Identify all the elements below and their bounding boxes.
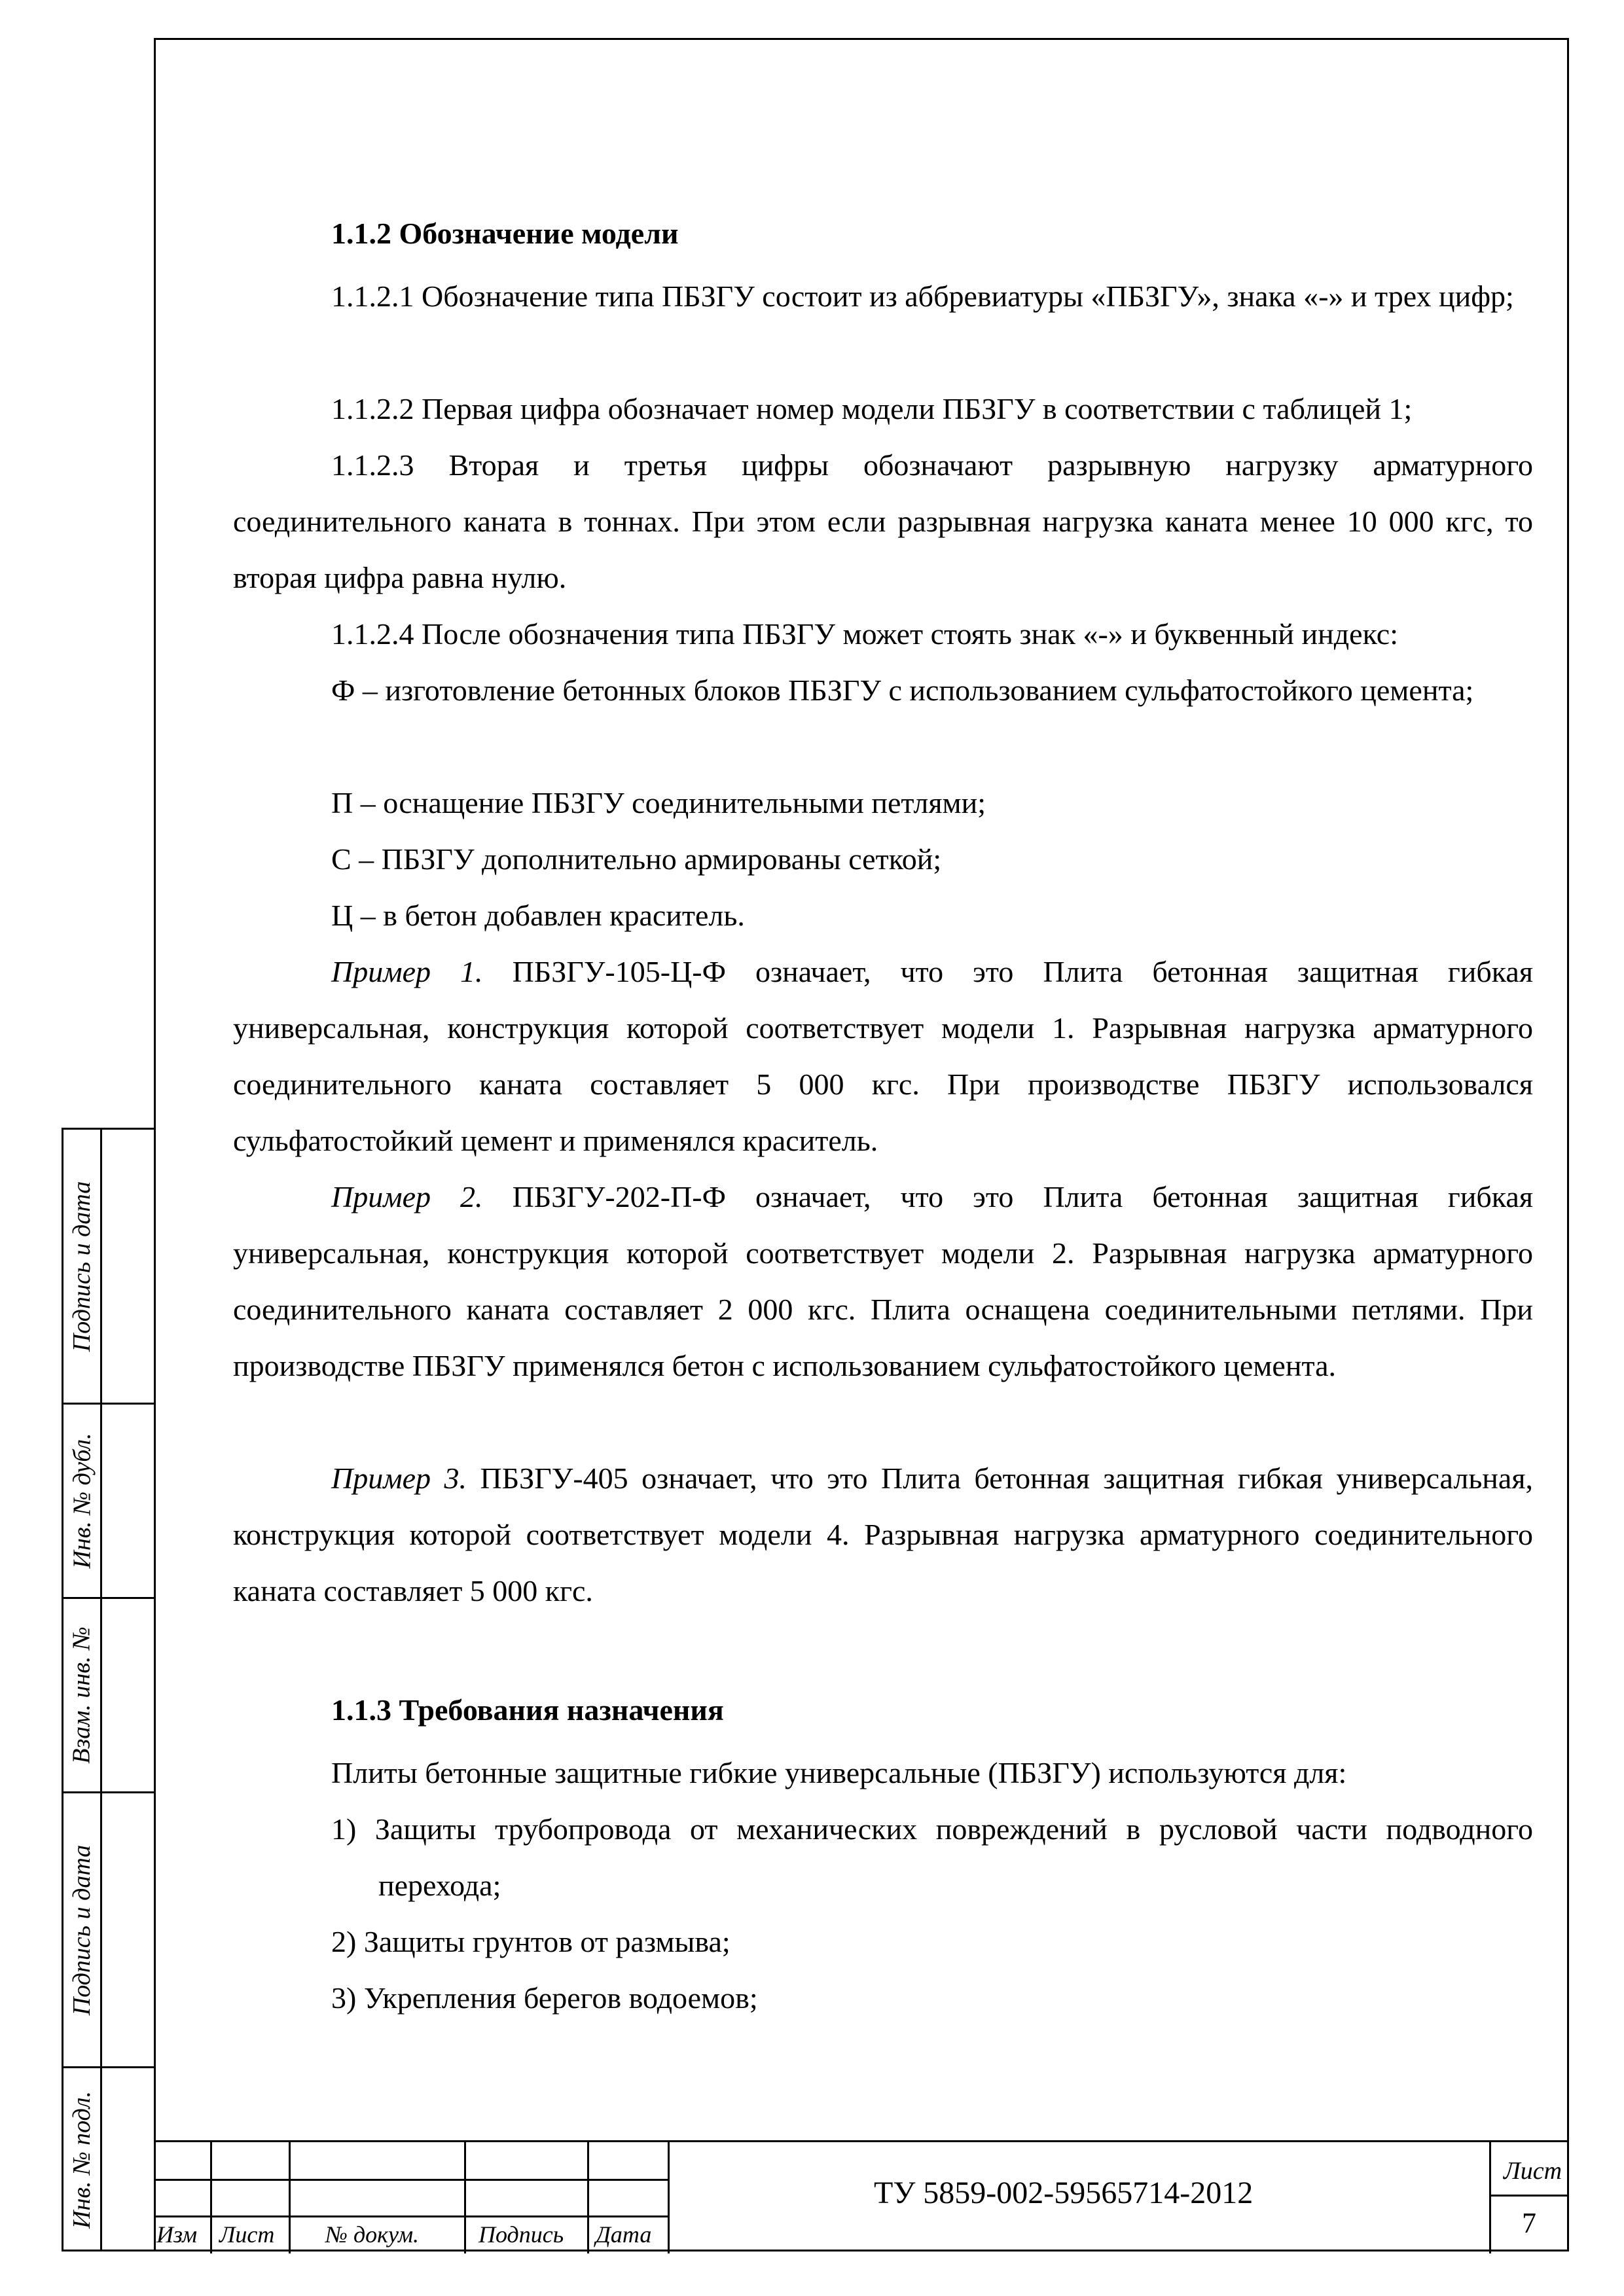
example-text: ПБЗГУ-202-П-Ф означает, что это Плита бетонная защитная гибкая универсальная, конструкция которой соответствует модели 2. Разрывная нагрузка арматурного соединительного каната составляет 2 000 кгс. Плита оснащена соединительными петлями. При производстве ПБЗГУ применялся бетон с использованием сульфатостойкого цемента. bbox=[233, 1180, 1534, 1382]
tb-grid-line bbox=[154, 2179, 668, 2181]
example-label: Пример 1. bbox=[331, 955, 483, 988]
tb-col-data: Дата bbox=[596, 2221, 652, 2248]
sidebar-stamp bbox=[62, 1128, 154, 2251]
example-label: Пример 2. bbox=[331, 1180, 483, 1213]
sidebar-cell-orig-inv bbox=[63, 2068, 156, 2251]
sheet-label: Лист bbox=[1504, 2157, 1562, 2185]
tb-grid-line bbox=[668, 2142, 670, 2253]
section-heading-1-1-3: 1.1.3 Требования назначения bbox=[331, 1693, 724, 1727]
sidebar-label: Подпись и дата bbox=[68, 1181, 96, 1352]
tb-grid-line bbox=[1489, 2142, 1491, 2253]
paragraph-index-p: П – оснащение ПБЗГУ соединительными петлями; bbox=[331, 786, 986, 819]
example-label: Пример 3. bbox=[331, 1462, 467, 1495]
list-item: 2) Защиты грунтов от размыва; bbox=[331, 1925, 731, 1958]
paragraph-index-ts: Ц – в бетон добавлен краситель. bbox=[331, 899, 745, 932]
paragraph-1-1-2-1: 1.1.2.1 Обозначение типа ПБЗГУ состоит из аббревиатуры «ПБЗГУ», знака «-» и трех цифр; bbox=[331, 279, 1514, 313]
example-1 bbox=[233, 944, 1533, 1169]
tb-grid-line bbox=[1489, 2195, 1569, 2197]
tb-grid-line bbox=[154, 2215, 668, 2217]
example-3 bbox=[233, 1450, 1533, 1619]
example-text: ПБЗГУ-405 означает, что это Плита бетонная защитная гибкая универсальная, конструкция которой соответствует модели 4. Разрывная нагрузка арматурного соединительного каната составляет 5 000 кгс. bbox=[233, 1462, 1533, 1607]
tb-col-podpis: Подпись bbox=[478, 2221, 564, 2248]
tb-col-list: Лист bbox=[219, 2221, 275, 2248]
sidebar-cell-dup-inv bbox=[63, 1405, 156, 1599]
sidebar-label: Взам. инв. № bbox=[68, 1626, 96, 1764]
tb-grid-line bbox=[210, 2142, 212, 2253]
tb-grid-line bbox=[587, 2142, 589, 2253]
title-block bbox=[154, 2140, 1569, 2251]
list-item: 1) Защиты трубопровода от механических повреждений в русловой части подводного перехода; bbox=[331, 1812, 1533, 1902]
sidebar-label: Подпись и дата bbox=[68, 1844, 96, 2015]
paragraph-1-1-2-2: 1.1.2.2 Первая цифра обозначает номер модели ПБЗГУ в соответствии с таблицей 1; bbox=[331, 392, 1413, 425]
paragraph-index-f: Ф – изготовление бетонных блоков ПБЗГУ с использованием сульфатостойкого цемента; bbox=[331, 673, 1474, 707]
paragraph-1-1-2-4: 1.1.2.4 После обозначения типа ПБЗГУ может стоять знак «-» и буквенный индекс: bbox=[331, 617, 1398, 651]
document-code: ТУ 5859-002-59565714-2012 bbox=[874, 2176, 1254, 2210]
sheet-number: 7 bbox=[1522, 2207, 1536, 2239]
sidebar-label: Инв. № дубл. bbox=[68, 1433, 96, 1569]
tb-grid-line bbox=[464, 2142, 466, 2253]
tb-col-izm: Изм bbox=[156, 2221, 198, 2248]
paragraph-index-s: С – ПБЗГУ дополнительно армированы сеткой; bbox=[331, 842, 942, 876]
sidebar-cell-signature-date-1 bbox=[63, 1130, 156, 1405]
list-item: 3) Укрепления берегов водоемов; bbox=[331, 1981, 758, 2015]
sidebar-cell-signature-date-2 bbox=[63, 1793, 156, 2068]
example-2 bbox=[233, 1169, 1533, 1394]
sidebar-cell-replace-inv bbox=[63, 1599, 156, 1793]
sidebar-label: Инв. № подл. bbox=[68, 2091, 96, 2229]
tb-col-dokum: № докум. bbox=[325, 2221, 420, 2248]
paragraph-purpose-intro: Плиты бетонные защитные гибкие универсальные (ПБЗГУ) используются для: bbox=[331, 1756, 1347, 1789]
section-heading-1-1-2: 1.1.2 Обозначение модели bbox=[331, 217, 679, 250]
example-text: ПБЗГУ-105-Ц-Ф означает, что это Плита бетонная защитная гибкая универсальная, конструкция которой соответствует модели 1. Разрывная нагрузка арматурного соединительного каната составляет 5 000 кгс. При производстве ПБЗГУ использовался сульфатостойкий цемент и применялся краситель. bbox=[233, 955, 1534, 1157]
paragraph-1-1-2-3: 1.1.2.3 Вторая и третья цифры обозначают разрывную нагрузку арматурного соединительного каната в тоннах. При этом если разрывная нагрузка каната менее 10 000 кгс, то вторая цифра равна нулю. bbox=[233, 448, 1533, 594]
tb-grid-line bbox=[289, 2142, 291, 2253]
